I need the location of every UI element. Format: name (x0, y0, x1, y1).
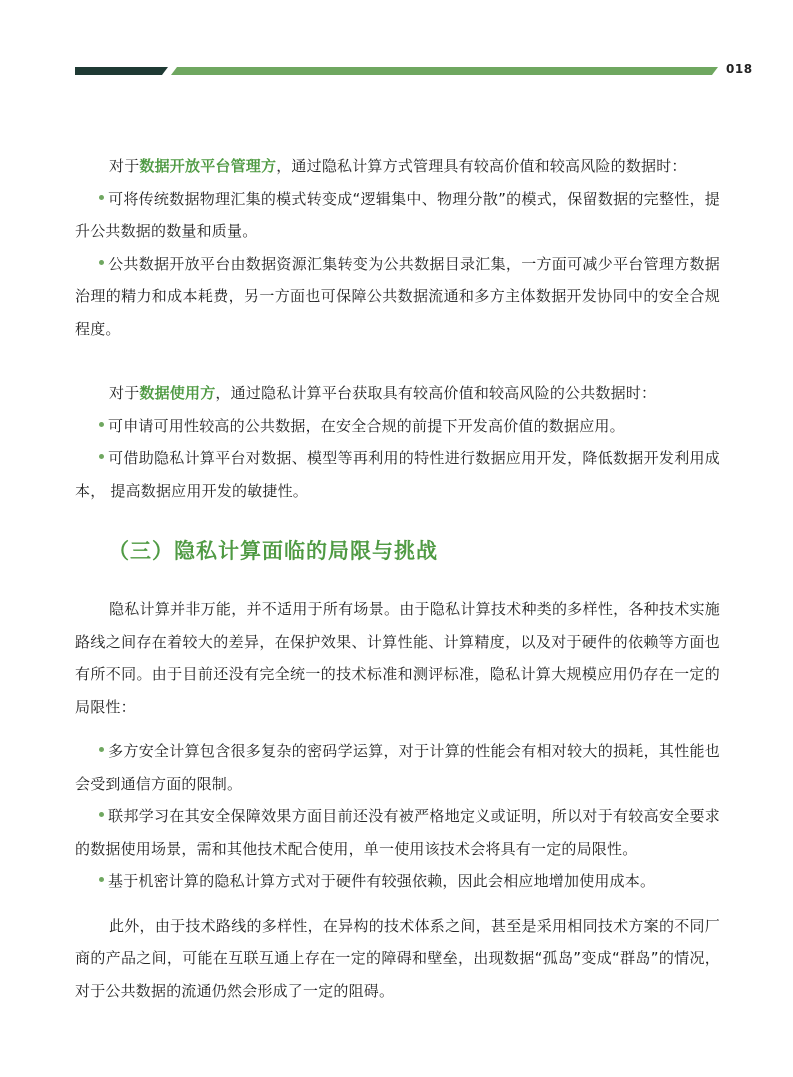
section-bullet-1-text: 多方安全计算包含很多复杂的密码学运算，对于计算的性能会有相对较大的损耗，其性能也会受到通信方面的限制。 (75, 742, 720, 793)
block1-bullet-2-text: 公共数据开放平台由数据资源汇集转变为公共数据目录汇集，一方面可减少平台管理方数据治理的精力和成本耗费，另一方面也可保障公共数据流通和多方主体数据开发协同中的安全合规程度。 (75, 254, 720, 338)
block2-bullet-1-text: 可申请可用性较高的公共数据，在安全合规的前提下开发高价值的数据应用。 (108, 416, 625, 435)
block2-bullet-1 (75, 410, 720, 443)
section-bullet-3 (75, 865, 720, 898)
section-bullet-3-text: 基于机密计算的隐私计算方式对于硬件有较强依赖，因此会相应地增加使用成本。 (108, 872, 656, 890)
header-bar-green (171, 67, 718, 75)
bullet-dot-icon (99, 195, 104, 200)
block2-bullet-2 (75, 442, 720, 507)
page-header (0, 0, 793, 90)
section-paragraph-2: 此外，由于技术路线的多样性，在异构的技术体系之间，甚至是采用相同技术方案的不同厂商的产品之间，可能在互联互通上存在一定的障碍和壁垒，出现数据“孤岛”变成“群岛”的情况，对于公共数据的流通仍然会形成了一定的阻碍。 (75, 916, 720, 1000)
block1-bullet-1-text: 可将传统数据物理汇集的模式转变成“逻辑集中、物理分散”的模式，保留数据的完整性，提升公共数据的数量和质量。 (75, 189, 720, 240)
block2-intro (75, 377, 720, 410)
page-content (75, 150, 720, 1007)
block1-intro (75, 150, 720, 183)
section-bullet-2-text: 联邦学习在其安全保障效果方面目前还没有被严格地定义或证明，所以对于有较高安全要求的数据使用场景，需和其他技术配合使用，单一使用该技术会将具有一定的局限性。 (75, 807, 720, 858)
section-paragraph-1: 隐私计算并非万能，并不适用于所有场景。由于隐私计算技术种类的多样性，各种技术实施路线之间存在着较大的差异，在保护效果、计算性能、计算精度，以及对于硬件的依赖等方面也有所不同。由于目前还没有完全统一的技术标准和测评标准，隐私计算大规模应用仍存在一定的局限性： (75, 600, 720, 716)
block2-bullet-2-text: 可借助隐私计算平台对数据、模型等再利用的特性进行数据应用开发，降低数据开发利用成本， 提高数据应用开发的敏捷性。 (75, 449, 720, 500)
block1-bullet-1 (75, 183, 720, 248)
section-bullet-2 (75, 800, 720, 865)
bullet-dot-icon (99, 422, 104, 427)
block2-intro-prefix: 对于 (109, 384, 140, 402)
bullet-dot-icon (99, 812, 104, 817)
page-number: 018 (726, 62, 753, 76)
section-bullet-1 (75, 735, 720, 800)
section-title: （三）隐私计算面临的局限与挑战 (108, 539, 438, 563)
bullet-dot-icon (99, 877, 104, 882)
block1-highlight: 数据开放平台管理方 (139, 157, 277, 175)
bullet-dot-icon (99, 260, 104, 265)
block2-highlight: 数据使用方 (139, 384, 216, 402)
header-bar-dark (75, 67, 168, 75)
bullet-dot-icon (99, 454, 104, 459)
block1-bullet-2 (75, 248, 720, 346)
block1-intro-suffix: ，通过隐私计算方式管理具有较高价值和较高风险的数据时： (276, 157, 687, 175)
block1-intro-prefix: 对于 (109, 157, 140, 175)
bullet-dot-icon (99, 747, 104, 752)
block2-intro-suffix: ，通过隐私计算平台获取具有较高价值和较高风险的公共数据时： (215, 384, 657, 402)
